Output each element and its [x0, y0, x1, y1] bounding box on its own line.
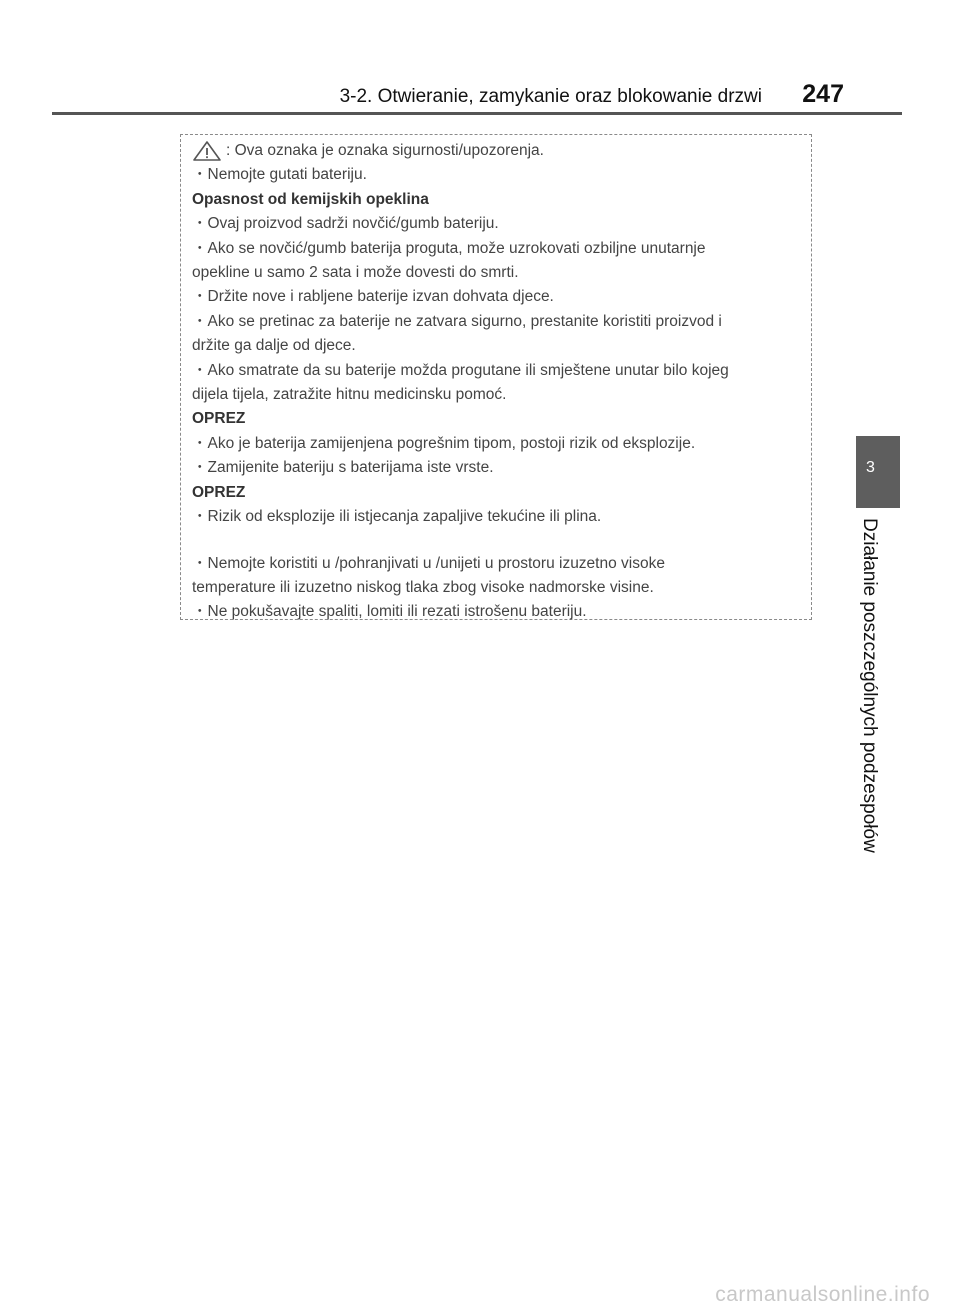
header-rule [52, 112, 902, 115]
chapter-tab [856, 436, 900, 508]
notice-heading: OPREZ [192, 410, 246, 428]
notice-line: držite ga dalje od djece. [192, 337, 356, 355]
battery-warning-notice [180, 134, 812, 620]
notice-line: ・Držite nove i rabljene baterije izvan dohvata djece. [192, 288, 554, 306]
page-header [52, 78, 902, 112]
page-number: 247 [802, 80, 844, 108]
notice-line: ・Ne pokušavajte spaliti, lomiti ili rezati istrošenu bateriju. [192, 603, 587, 621]
notice-line: ・Nemojte koristiti u /pohranjivati u /unijeti u prostoru izuzetno visoke [192, 554, 665, 572]
notice-line: ・Ako smatrate da su baterije možda progutane ili smještene unutar bilo kojeg [192, 361, 729, 379]
chapter-number: 3 [866, 459, 875, 476]
chapter-title: Działanie poszczególnych podzespołów [859, 518, 880, 853]
notice-heading: Opasnost od kemijskih opeklina [192, 190, 429, 208]
warning-symbol-line [192, 139, 801, 163]
warning-symbol-text: : Ova oznaka je oznaka sigurnosti/upozorenja. [226, 142, 544, 159]
notice-line: ・Zamijenite bateriju s baterijama iste vrste. [192, 459, 494, 477]
notice-line: ・Ako se pretinac za baterije ne zatvara sigurno, prestanite koristiti proizvod i [192, 312, 722, 330]
notice-line: temperature ili izuzetno niskog tlaka zbog visoke nadmorske visine. [192, 578, 654, 596]
notice-spacer [192, 530, 801, 552]
notice-line: ・Ako je baterija zamijenjena pogrešnim tipom, postoji rizik od eksplozije. [192, 434, 696, 452]
notice-line: ・Ako se novčić/gumb baterija proguta, može uzrokovati ozbiljne unutarnje [192, 239, 706, 257]
notice-line: ・Ovaj proizvod sadrži novčić/gumb bateriju. [192, 215, 499, 233]
warning-triangle-icon [192, 140, 222, 162]
notice-line: dijela tijela, zatražite hitnu medicinsku pomoć. [192, 386, 507, 404]
section-title: 3-2. Otwieranie, zamykanie oraz blokowanie drzwi [339, 86, 762, 107]
notice-line: ・Nemojte gutati bateriju. [192, 166, 367, 184]
site-watermark: carmanualsonline.info [715, 1283, 930, 1306]
notice-line: ・Rizik od eksplozije ili istjecanja zapaljive tekućine ili plina. [192, 508, 602, 526]
notice-line: opekline u samo 2 sata i može dovesti do smrti. [192, 264, 519, 282]
notice-heading: OPREZ [192, 483, 246, 501]
